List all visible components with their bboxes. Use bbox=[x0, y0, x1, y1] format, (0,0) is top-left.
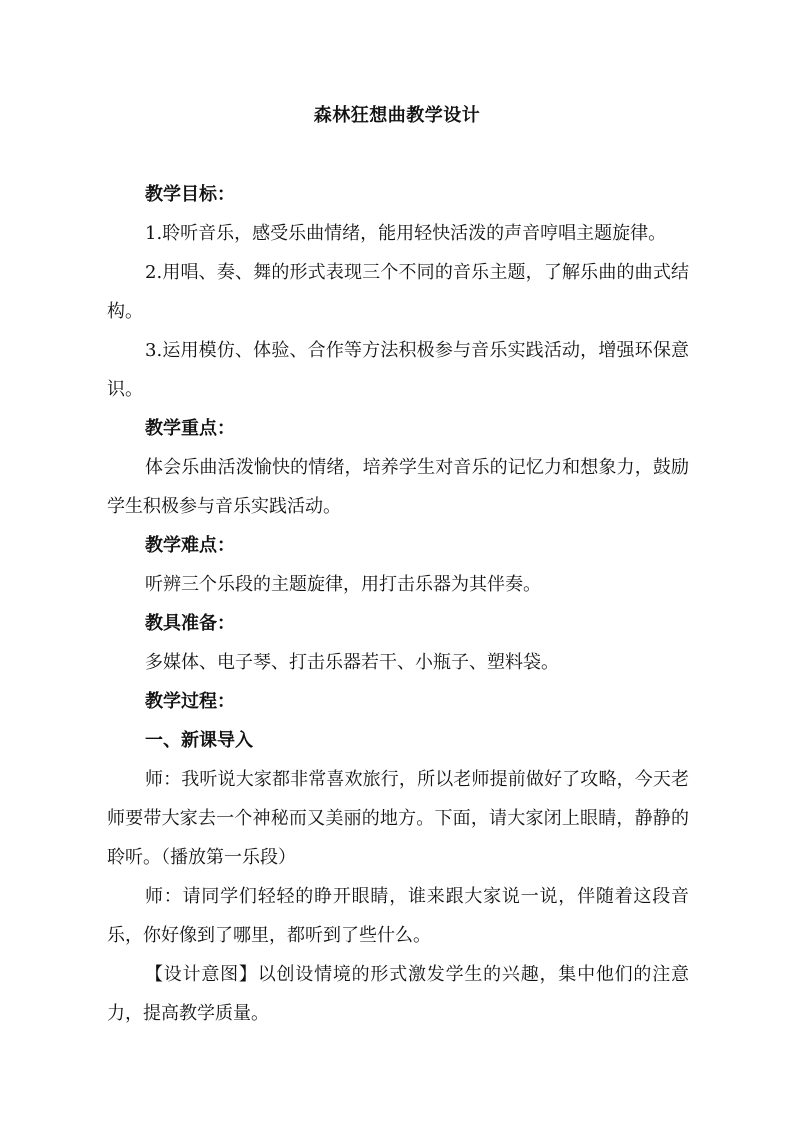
document-title: 森林狂想曲教学设计 bbox=[313, 105, 481, 126]
teacher-paragraph-2: 师：请同学们轻轻的睁开眼睛，谁来跟大家说一说，伴随着这段音乐，你好像到了哪里，都听到了些什么。 bbox=[107, 886, 689, 946]
teacher-paragraph-1: 师：我听说大家都非常喜欢旅行，所以老师提前做好了攻略，今天老师要带大家去一个神秘而又美丽的地方。下面，请大家闭上眼睛，静静的聆听。（播放第一乐段） bbox=[107, 769, 689, 868]
key-points-paragraph: 体会乐曲活泼愉快的情绪，培养学生对音乐的记忆力和想象力，鼓励学生积极参与音乐实践活动。 bbox=[107, 457, 689, 517]
difficulties-paragraph: 听辨三个乐段的主题旋律，用打击乐器为其伴奏。 bbox=[145, 574, 541, 595]
key-points-heading: 教学重点： bbox=[145, 418, 235, 439]
goal-2-paragraph: 2.用唱、奏、舞的形式表现三个不同的音乐主题，了解乐曲的曲式结构。 bbox=[107, 262, 689, 322]
process-heading: 教学过程： bbox=[145, 691, 235, 712]
materials-heading: 教具准备： bbox=[145, 613, 235, 634]
difficulties-heading: 教学难点： bbox=[145, 535, 235, 556]
goal-3-paragraph: 3.运用模仿、体验、合作等方法积极参与音乐实践活动，增强环保意识。 bbox=[107, 340, 689, 400]
document-body bbox=[107, 175, 689, 1033]
goals-heading: 教学目标： bbox=[145, 184, 235, 205]
materials-paragraph: 多媒体、电子琴、打击乐器若干、小瓶子、塑料袋。 bbox=[145, 652, 559, 673]
design-intent-paragraph: 【设计意图】以创设情境的形式激发学生的兴趣，集中他们的注意力，提高教学质量。 bbox=[107, 964, 689, 1024]
section-1-heading: 一、新课导入 bbox=[145, 730, 253, 751]
goal-1-paragraph: 1.聆听音乐，感受乐曲情绪，能用轻快活泼的声音哼唱主题旋律。 bbox=[145, 223, 667, 244]
